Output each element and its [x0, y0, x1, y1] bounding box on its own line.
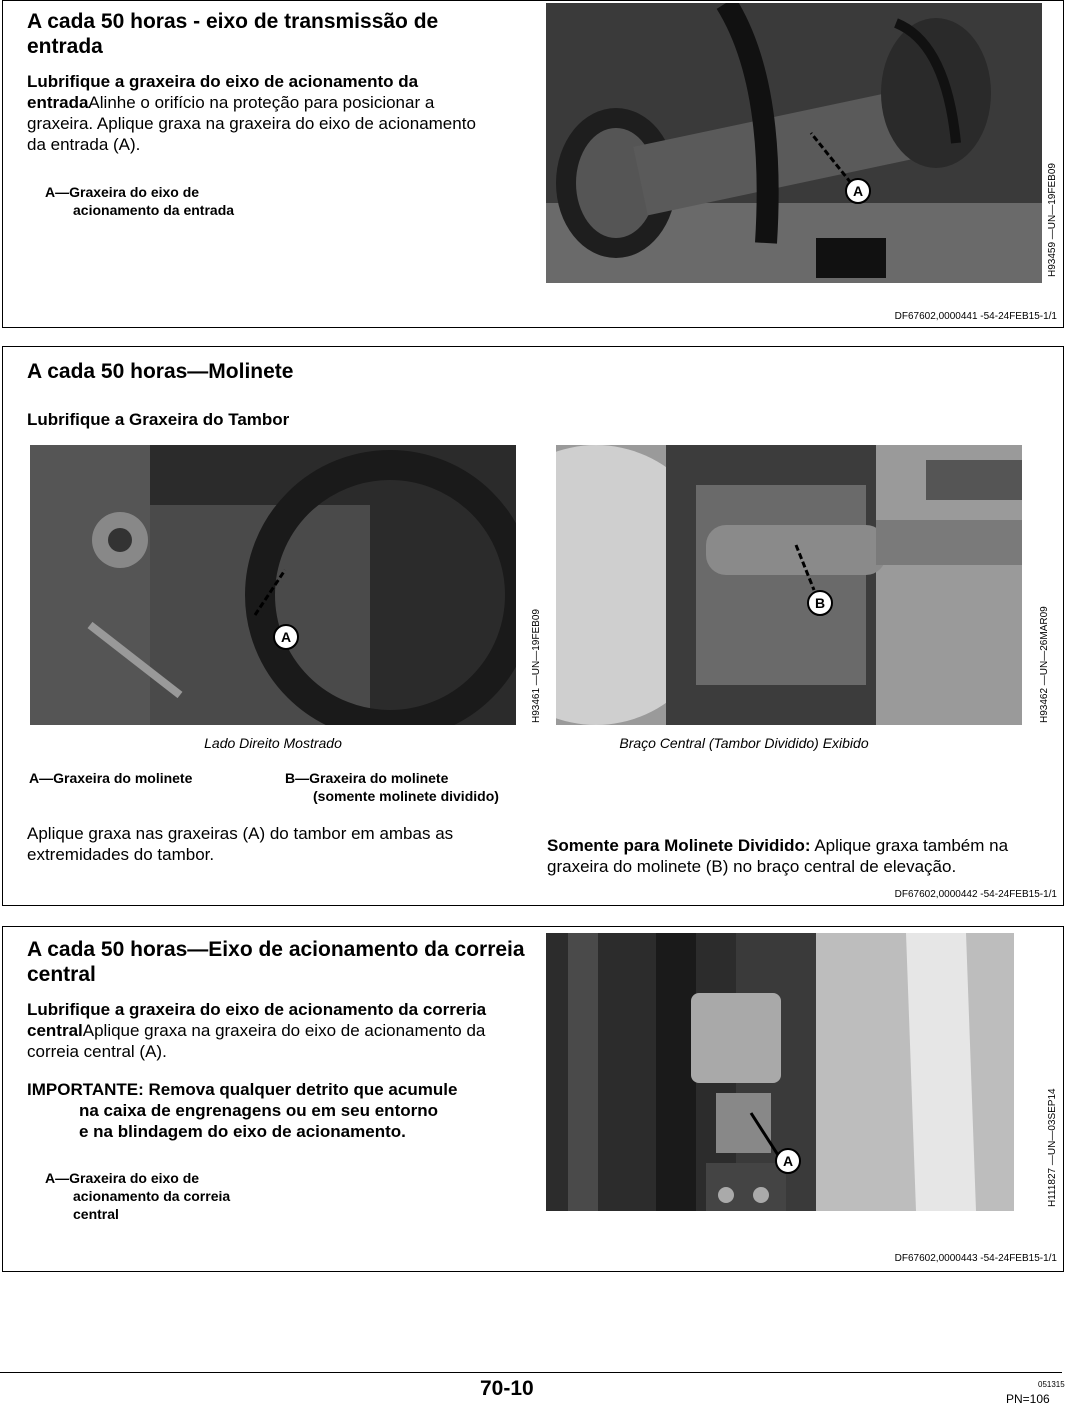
section-input-shaft: [2, 0, 1064, 328]
photo-center-belt-shaft: [546, 933, 1014, 1211]
legend-a-line3: central: [73, 1206, 119, 1222]
section-subtitle: Lubrifique a graxeira do eixo de acionamento da correria central: [27, 1000, 487, 1040]
photo-input-shaft: [546, 3, 1042, 283]
footer-code: 051315: [1038, 1380, 1065, 1389]
page-number: 70-10: [480, 1377, 534, 1400]
photo-callout-a: A: [782, 1153, 794, 1169]
photo-reel-right-side: [30, 445, 516, 725]
section-title: A cada 50 horas—Molinete: [27, 360, 294, 383]
section-instructions: Alinhe o orifício na proteção para posicionar a graxeira. Aplique graxa na graxeira do eixo de acionamento da entrada (A).: [27, 93, 476, 154]
photo-callout-a: A: [280, 629, 292, 645]
photo-callout-b: B: [814, 595, 826, 611]
section-title: A cada 50 horas - eixo de transmissão de entrada: [27, 10, 439, 58]
photo1-code: H93461 —UN—19FEB09: [531, 609, 542, 723]
photo-code: H93459 —UN—19FEB09: [1047, 163, 1058, 277]
important-line3: e na blindagem do eixo de acionamento.: [79, 1122, 406, 1141]
important-line1: IMPORTANTE: Remova qualquer detrito que acumule: [27, 1080, 458, 1099]
important-line2: na caixa de engrenagens ou em seu entorno: [79, 1101, 438, 1120]
photo2-caption: Braço Central (Tambor Dividido) Exibido: [619, 735, 869, 751]
legend-a-line2: acionamento da correia: [73, 1188, 231, 1204]
footer-pn: PN=106: [1006, 1392, 1050, 1406]
doc-id: DF67602,0000441 -54-24FEB15-1/1: [894, 311, 1057, 322]
section-body: [27, 71, 497, 155]
photo-code: H111827 —UN—03SEP14: [1047, 1088, 1058, 1207]
important-note: [27, 1079, 537, 1142]
legend-a: A—Graxeira do molinete: [29, 770, 193, 786]
section-instructions-left: Aplique graxa nas graxeiras (A) do tambor em ambas as extremidades do tambor.: [27, 824, 454, 864]
section-body: [27, 999, 497, 1062]
section-title: A cada 50 horas—Eixo de acionamento da correia central: [27, 938, 525, 986]
section-center-belt-shaft: [2, 926, 1064, 1272]
legend-b-line1: B—Graxeira do molinete: [285, 770, 449, 786]
section-instructions: Aplique graxa na graxeira do eixo de acionamento da correia central (A).: [27, 1021, 486, 1061]
doc-id: DF67602,0000443 -54-24FEB15-1/1: [894, 1253, 1057, 1264]
section-reel: [2, 346, 1064, 906]
doc-id: DF67602,0000442 -54-24FEB15-1/1: [894, 889, 1057, 900]
split-reel-text: Aplique graxa também na graxeira do molinete (B) no braço central de elevação.: [547, 836, 1009, 876]
footer-rule: [0, 1372, 1062, 1373]
legend-a-line2: acionamento da entrada: [73, 202, 235, 218]
split-reel-label: Somente para Molinete Dividido:: [547, 836, 811, 855]
section-subtitle: Lubrifique a graxeira do eixo de acionamento da entrada: [27, 72, 419, 112]
legend-a: [45, 183, 345, 219]
legend-a-line1: A—Graxeira do eixo de: [45, 1170, 200, 1186]
section-instructions-right: [547, 835, 1057, 877]
photo-reel-center-arm: [556, 445, 1022, 725]
photo1-caption: Lado Direito Mostrado: [204, 735, 342, 751]
photo2-code: H93462 —UN—26MAR09: [1039, 606, 1050, 723]
legend-a: [45, 1169, 345, 1223]
legend-b-line2: (somente molinete dividido): [313, 788, 499, 804]
photo-callout-a: A: [852, 183, 864, 199]
section-subtitle: Lubrifique a Graxeira do Tambor: [27, 410, 290, 429]
legend-b: [285, 769, 545, 805]
legend-a-line1: A—Graxeira do eixo de: [45, 184, 200, 200]
